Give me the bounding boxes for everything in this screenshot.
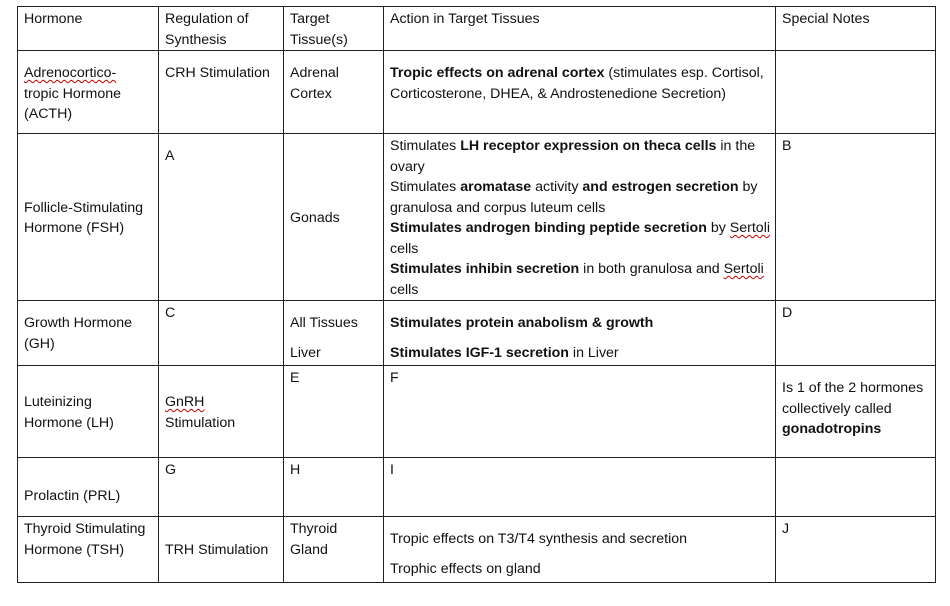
fsh-a4-post: cells — [390, 281, 419, 298]
cell-prl-name: Prolactin (PRL) — [18, 458, 159, 517]
fsh-a2-pre: Stimulates — [390, 179, 461, 195]
lh-regulation-gnrh: GnRH — [165, 394, 205, 410]
tsh-action-2: Trophic effects on gland — [390, 560, 541, 577]
gh-target-2: Liver — [290, 344, 321, 361]
cell-lh-action: F — [384, 366, 776, 458]
cell-tsh-notes: J — [776, 517, 936, 583]
acth-action-rest: (stimulates esp. Cortisol, Corticosterone, DHEA, & Androstenedione Secretion) — [390, 65, 764, 102]
acth-name-part2: tropic Hormone (ACTH) — [24, 85, 121, 122]
gh-action-2-rest: in Liver — [568, 344, 619, 361]
header-target: Target Tissue(s) — [284, 7, 384, 51]
cell-gh-target — [284, 301, 384, 366]
gh-target-1: All Tissues — [290, 315, 358, 331]
cell-gh-notes: D — [776, 301, 936, 366]
cell-acth-name — [18, 51, 159, 134]
cell-fsh-regulation: A — [159, 134, 284, 301]
header-notes: Special Notes — [776, 7, 936, 51]
cell-acth-notes — [776, 51, 936, 134]
fsh-a4-bold: Stimulates inhibin secretion — [390, 261, 580, 277]
fsh-a3-bold: Stimulates androgen binding peptide secretion — [390, 220, 707, 236]
table-row-acth — [18, 51, 936, 134]
fsh-a2-bold2: and estrogen secretion — [582, 179, 739, 195]
gh-action-2-bold: Stimulates IGF-1 secretion — [390, 344, 569, 361]
fsh-a4-mid: in both granulosa and — [579, 261, 724, 277]
cell-prl-regulation: G — [159, 458, 284, 517]
header-regulation: Regulation of Synthesis — [159, 7, 284, 51]
cell-gh-action — [384, 301, 776, 366]
table-row-tsh — [18, 517, 936, 583]
cell-acth-target: Adrenal Cortex — [284, 51, 384, 134]
fsh-a2-post: by granulosa and corpus luteum cells — [390, 179, 758, 216]
lh-notes-text: Is 1 of the 2 hormones collectively called — [782, 380, 924, 417]
cell-fsh-notes: B — [776, 134, 936, 301]
cell-gh-name: Growth Hormone (GH) — [18, 301, 159, 366]
tsh-action-1: Tropic effects on T3/T4 synthesis and secretion — [390, 531, 688, 547]
cell-acth-regulation: CRH Stimulation — [159, 51, 284, 134]
fsh-action-3 — [390, 218, 771, 259]
cell-tsh-regulation: TRH Stimulation — [159, 517, 284, 583]
cell-gh-regulation: C — [159, 301, 284, 366]
cell-tsh-action — [384, 517, 776, 583]
cell-lh-target: E — [284, 366, 384, 458]
cell-fsh-target: Gonads — [284, 134, 384, 301]
table-row-lh — [18, 366, 936, 458]
lh-notes-bold: gonadotropins — [782, 421, 882, 437]
fsh-a3-mid: by — [706, 220, 730, 236]
gh-action-1: Stimulates protein anabolism & growth — [390, 315, 654, 331]
cell-lh-name: Luteinizing Hormone (LH) — [18, 366, 159, 458]
acth-name-part1: Adrenocortico- — [24, 65, 117, 81]
table-row-prl — [18, 458, 936, 517]
cell-tsh-target: Thyroid Gland — [284, 517, 384, 583]
header-hormone: Hormone — [18, 7, 159, 51]
cell-prl-action: I — [384, 458, 776, 517]
fsh-action-4 — [390, 259, 771, 300]
fsh-a3-post: cells — [390, 240, 419, 257]
fsh-a1-post: in the ovary — [390, 138, 756, 175]
fsh-a2-bold1: aromatase — [460, 179, 532, 195]
lh-regulation-rest: Stimulation — [165, 414, 236, 431]
cell-acth-action — [384, 51, 776, 134]
gh-action-2 — [390, 343, 771, 364]
table-row-gh — [18, 301, 936, 366]
header-action: Action in Target Tissues — [384, 7, 776, 51]
cell-lh-regulation — [159, 366, 284, 458]
fsh-action-1 — [390, 136, 771, 177]
cell-tsh-name: Thyroid Stimulating Hormone (TSH) — [18, 517, 159, 583]
fsh-a1-bold: LH receptor expression on theca cells — [460, 138, 717, 154]
fsh-a2-mid: activity — [531, 179, 583, 195]
fsh-a4-sertoli: Sertoli — [723, 261, 764, 277]
header-row — [18, 7, 936, 51]
hormone-table — [17, 6, 936, 583]
cell-prl-target: H — [284, 458, 384, 517]
cell-lh-notes — [776, 366, 936, 458]
fsh-action-2 — [390, 177, 771, 218]
cell-prl-notes — [776, 458, 936, 517]
fsh-a3-sertoli: Sertoli — [729, 220, 770, 236]
cell-fsh-name: Follicle-Stimulating Hormone (FSH) — [18, 134, 159, 301]
acth-action-bold: Tropic effects on adrenal cortex — [390, 65, 605, 81]
fsh-a1-pre: Stimulates — [390, 138, 461, 154]
cell-fsh-action — [384, 134, 776, 301]
table-row-fsh — [18, 134, 936, 301]
